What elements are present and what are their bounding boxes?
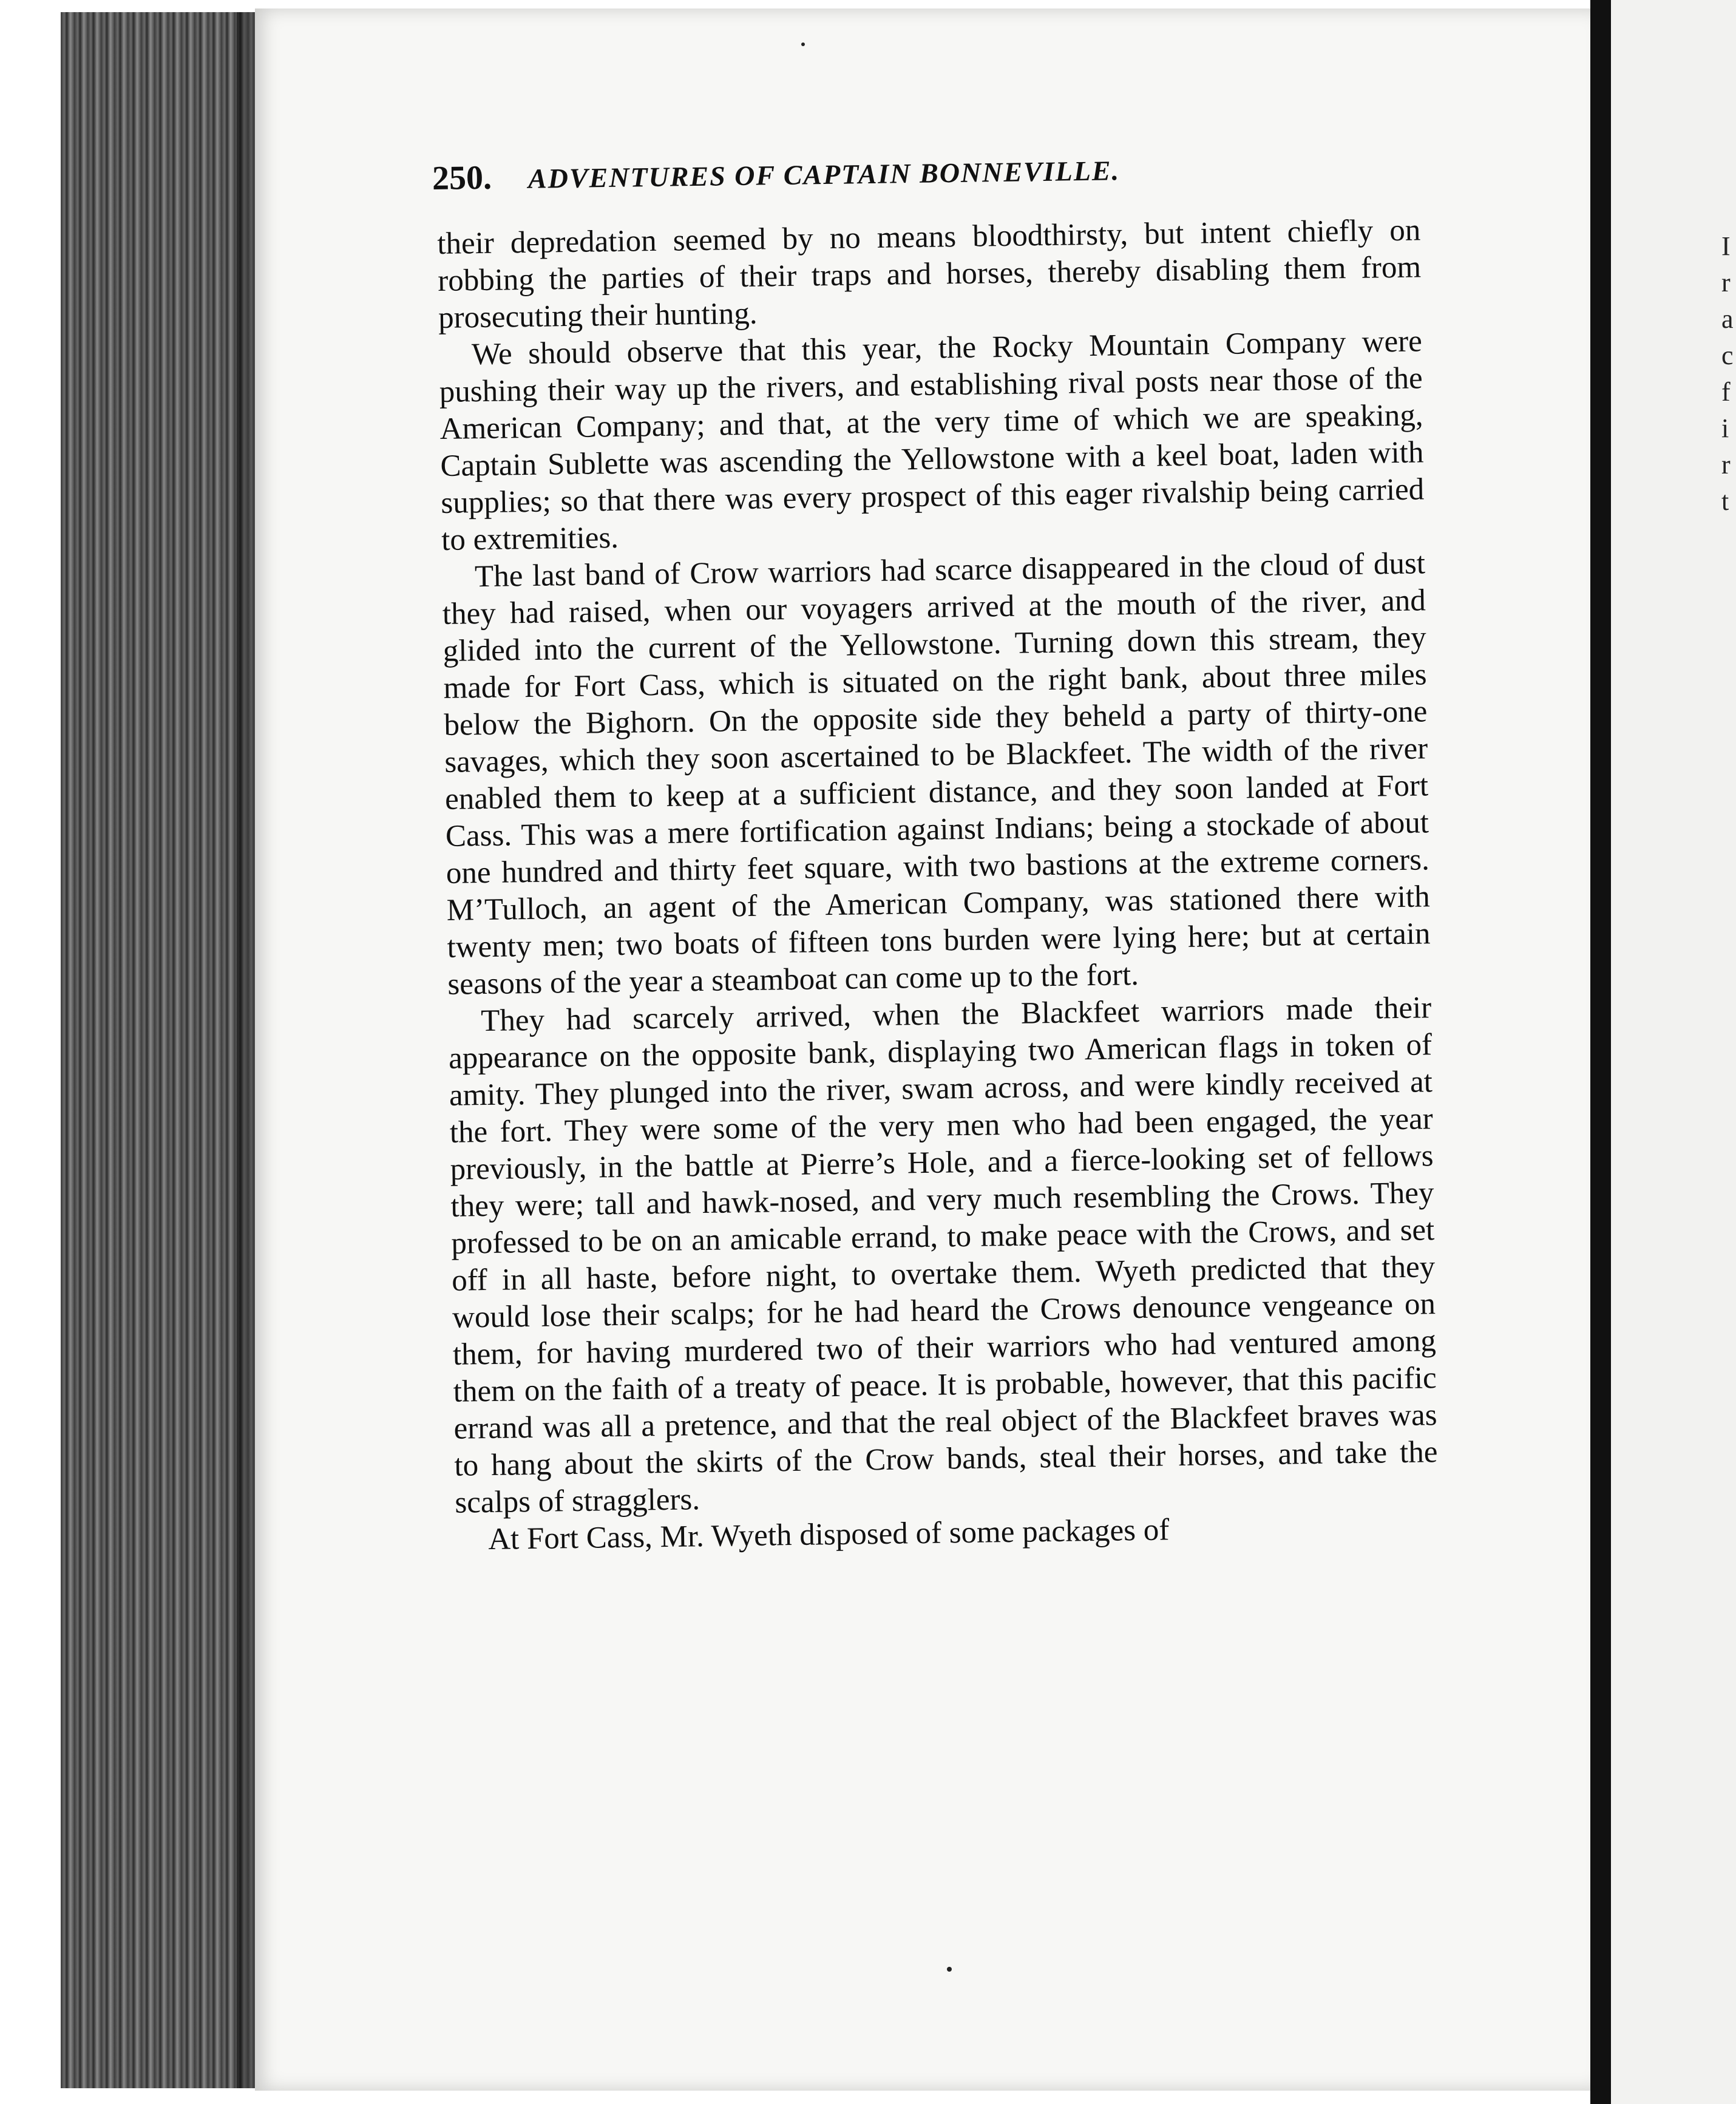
book-page-edges	[61, 12, 261, 2088]
facing-page-glyph: i	[1721, 413, 1729, 443]
page-number: 250.	[432, 158, 492, 197]
paragraph-5: At Fort Cass, Mr. Wyeth disposed of some packages of	[487, 1513, 1170, 1557]
facing-page-glyph: I	[1721, 231, 1731, 261]
running-title: ADVENTURES OF CAPTAIN BONNEVILLE.	[527, 155, 1121, 194]
facing-page-glyph: c	[1721, 341, 1734, 370]
facing-page-glyph: a	[1721, 304, 1734, 334]
paragraph-1: their depredation seemed by no means bloodthirsty, but intent chiefly on robbing the parties of their traps and horses, thereby disabling them from prosecuting their hunting.	[437, 213, 1422, 335]
ink-speck	[801, 42, 805, 46]
book-gutter-shadow	[1590, 0, 1611, 2104]
facing-page	[1611, 0, 1736, 2104]
paragraph-4: They had scarcely arrived, when the Blackfeet warriors made their appearance on the opposite bank, displaying two American flags in token of amity. They plunged into the river, swam across, and were kindly received at the fort. They were some of the very men who had been engaged, the year previously, in the battle at Pierre’s Hole, and a fierce-looking set of fellows they were; tall and hawk-nosed, and very much resembling the Crows. They professed to be on an amicable errand, to make peace with the Crows, and set off in all haste, before night, to overtake them. Wyeth predicted that they would lose their scalps; for he had heard the Crows denounce vengeance on them, for having murdered two of their warriors who had ventured among them on the faith of a treaty of peace. It is probable, however, that this pacific errand was all a pretence, and that the real object of the Blackfeet braves was to hang about the skirts of the Crow bands, steal their horses, and take the scalps of stragglers.	[448, 991, 1438, 1520]
facing-page-glyph: r	[1721, 450, 1731, 480]
ink-speck	[947, 1967, 952, 1972]
facing-page-glyph: r	[1721, 268, 1731, 297]
paragraph-3: The last band of Crow warriors had scarce disappeared in the cloud of dust they had raised, when our voyagers arrived at the mouth of the river, and glided into the current of the Yellowstone. Turning down this stream, they made for Fort Cass, which is situated on the right bank, about three miles below the Bighorn. On the opposite side they beheld a party of thirty-one savages, which they soon ascertained to be Blackfeet. The width of the river enabled them to keep at a sufficient distance, and they soon landed at Fort Cass. This was a mere fortification against Indians; being a stockade of about one hundred and thirty feet square, with two bastions at the extreme corners. M’Tulloch, an agent of the American Company, was stationed there with twenty men; two boats of fifteen tons burden were lying here; but at certain seasons of the year a steamboat can come up to the fort.	[442, 546, 1431, 1002]
body-text	[437, 212, 1443, 1828]
facing-page-glyph: f	[1721, 377, 1731, 407]
facing-page-glyph: t	[1721, 486, 1729, 516]
paragraph-2: We should observe that this year, the Rocky Mountain Company were pushing their way up the rivers, and establishing rival posts near those of the American Company; and that, at the very time of which we are speaking, Captain Sublette was ascending the Yellowstone with a keel boat, laden with supplies; so that there was every prospect of this eager rivalship being carried to extremities.	[439, 324, 1425, 557]
